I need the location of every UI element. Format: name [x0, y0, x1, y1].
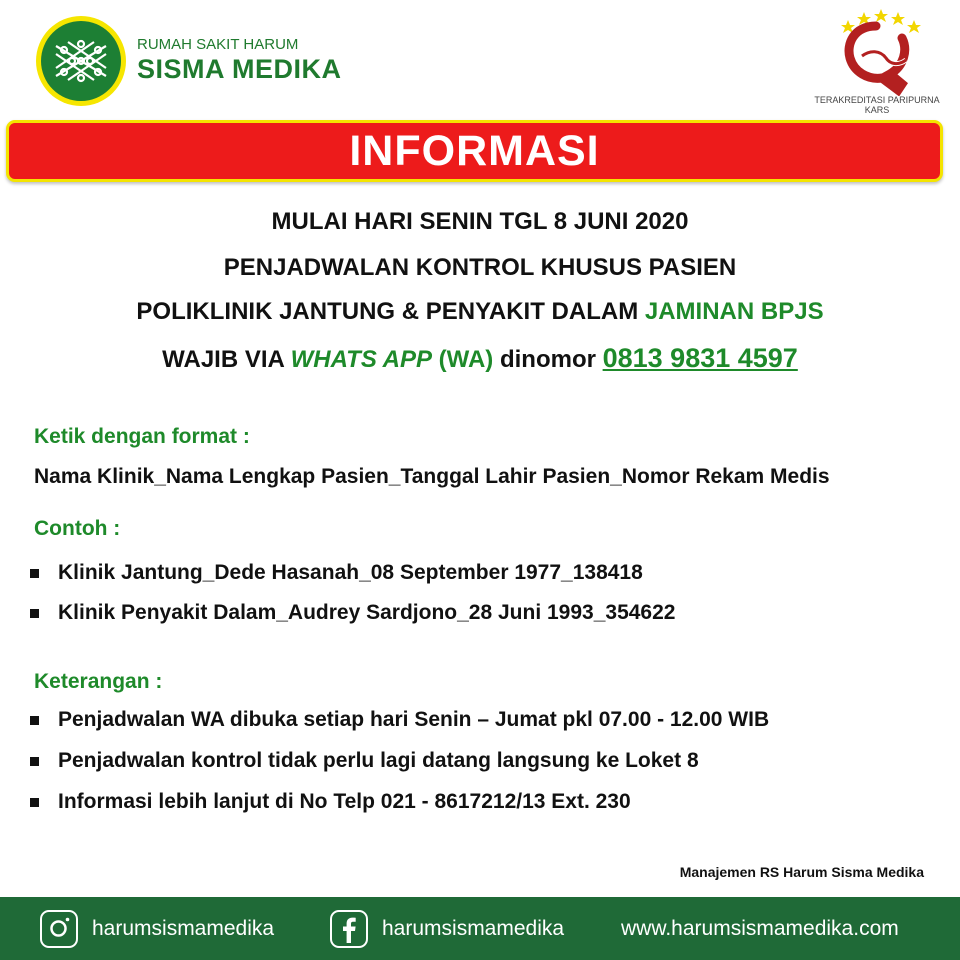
list-item	[30, 601, 675, 625]
hospital-name	[137, 36, 342, 84]
accreditation-caption	[806, 95, 948, 115]
hospital-name-main: SISMA MEDIKA	[137, 54, 342, 84]
hospital-name-sub: RUMAH SAKIT HARUM	[137, 36, 299, 53]
facebook-icon	[330, 910, 368, 948]
whatsapp-text: WHATS APP	[290, 346, 432, 373]
kars-logo-icon	[806, 6, 948, 96]
bullet-icon	[30, 757, 39, 766]
facebook-link[interactable]	[330, 897, 564, 960]
accreditation-caption-line1: TERAKREDITASI PARIPURNA	[814, 95, 940, 105]
notes-heading: Keterangan :	[34, 670, 163, 693]
example-item-text: Klinik Penyakit Dalam_Audrey Sardjono_28 Juni 1993_354622	[58, 601, 676, 624]
list-item	[30, 561, 643, 585]
list-item	[30, 749, 699, 773]
bullet-icon	[30, 716, 39, 725]
instagram-link[interactable]	[40, 897, 274, 960]
note-item-text: Penjadwalan WA dibuka setiap hari Senin – Jumat pkl 07.00 - 12.00 WIB	[58, 708, 770, 731]
info-banner	[6, 120, 943, 182]
hospital-logo-icon	[34, 14, 128, 108]
wa-text: (WA)	[431, 346, 494, 373]
instagram-icon	[40, 910, 78, 948]
list-item	[30, 790, 631, 814]
bpjs-text: JAMINAN BPJS	[644, 298, 824, 325]
facebook-handle: harumsismamedika	[382, 916, 565, 940]
banner-title: INFORMASI	[349, 126, 600, 175]
format-heading: Ketik dengan format :	[34, 425, 250, 448]
format-text: Nama Klinik_Nama Lengkap Pasien_Tanggal Lahir Pasien_Nomor Rekam Medis	[34, 465, 830, 488]
website-link[interactable]	[621, 897, 899, 960]
instagram-handle: harumsismamedika	[92, 916, 275, 940]
list-item	[30, 708, 769, 732]
whatsapp-phone-number[interactable]: 0813 9831 4597	[602, 343, 798, 373]
announcement-line-2: PENJADWALAN KONTROL KHUSUS PASIEN	[223, 254, 737, 281]
footer-bar	[0, 897, 960, 960]
wajib-text: WAJIB VIA	[162, 346, 291, 373]
website-url: www.harumsismamedika.com	[621, 916, 899, 940]
dinomor-text: dinomor	[493, 346, 603, 373]
example-heading: Contoh :	[34, 517, 121, 540]
clinic-text: POLIKLINIK JANTUNG & PENYAKIT DALAM	[136, 298, 645, 325]
accreditation-caption-line2: KARS	[864, 105, 890, 115]
bullet-icon	[30, 609, 39, 618]
bullet-icon	[30, 569, 39, 578]
example-item-text: Klinik Jantung_Dede Hasanah_08 September 1977_138418	[58, 561, 643, 584]
announcement-line-4	[0, 343, 960, 374]
bullet-icon	[30, 798, 39, 807]
note-item-text: Informasi lebih lanjut di No Telp 021 - 8617212/13 Ext. 230	[58, 790, 631, 813]
signature: Manajemen RS Harum Sisma Medika	[679, 864, 924, 880]
announcement-line-1: MULAI HARI SENIN TGL 8 JUNI 2020	[271, 208, 689, 235]
note-item-text: Penjadwalan kontrol tidak perlu lagi datang langsung ke Loket 8	[58, 749, 699, 772]
announcement-line-3	[0, 298, 960, 326]
accreditation-badge	[806, 6, 948, 118]
